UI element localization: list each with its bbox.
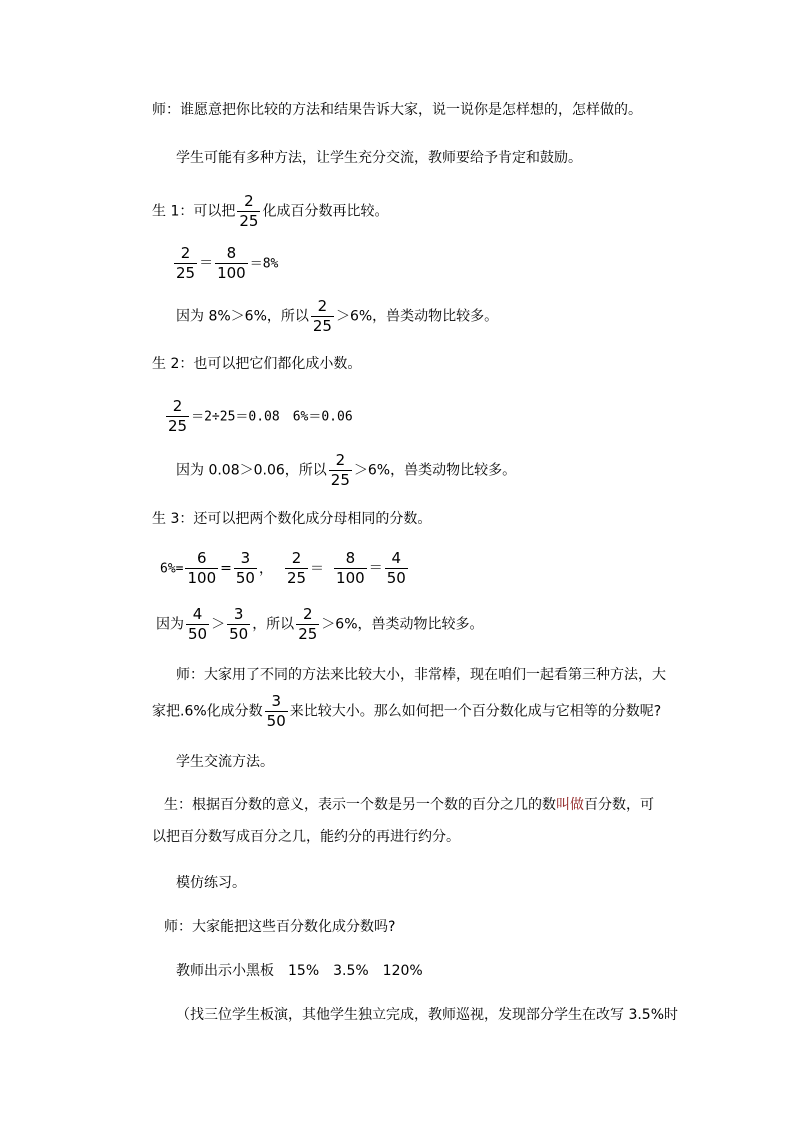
denominator: 50 [386, 569, 406, 587]
fraction [215, 245, 248, 282]
numerator: 3 [271, 692, 281, 710]
teacher-question: 师：谁愿意把你比较的方法和结果告诉大家，说一说你是怎样想的，怎样做的。 [152, 102, 642, 118]
separator: ， [258, 560, 273, 577]
conclusion-2 [176, 452, 516, 489]
text: 百分数，可 [584, 797, 654, 813]
student-definition-continued: 以把百分数写成百分之几，能约分的再进行约分。 [152, 829, 460, 845]
student3-statement: 生 3：还可以把两个数化成分母相同的分数。 [152, 511, 432, 527]
board-work-note: （找三位学生板演，其他学生独立完成，教师巡视，发现部分学生在改写 3.5%时 [176, 1007, 679, 1023]
denominator: 100 [187, 569, 217, 587]
numerator: 8 [345, 549, 356, 567]
text: 因为 8%＞6%，所以 [176, 308, 309, 325]
imitation-practice: 模仿练习。 [176, 875, 246, 891]
equation-decimal [164, 398, 353, 435]
text: 生 1：可以把 [152, 203, 236, 220]
greater-than: ＞ [211, 616, 226, 633]
text: 来比较大小。那么如何把一个百分数化成与它相等的分数呢? [289, 703, 662, 720]
denominator: 25 [330, 471, 350, 489]
text: ＝2÷25＝0.08 6%＝0.06 [191, 409, 353, 425]
teacher-praise: 师：大家用了不同的方法来比较大小，非常棒，现在咱们一起看第三种方法，大 [176, 667, 666, 683]
denominator: 25 [286, 569, 307, 587]
text: ，所以 [252, 616, 295, 633]
denominator: 25 [168, 417, 188, 435]
numerator: 2 [244, 192, 254, 210]
numerator: 4 [391, 549, 401, 567]
conclusion-3 [156, 606, 484, 643]
text: 化成百分数再比较。 [262, 203, 389, 220]
text: 生：根据百分数的意义，表示一个数是另一个数的百分之几的数 [164, 797, 556, 813]
denominator: 100 [217, 264, 246, 282]
denominator: 25 [239, 212, 259, 230]
text: 家把.6%化成分数 [152, 703, 263, 720]
denominator: 50 [266, 712, 286, 730]
denominator: 100 [336, 569, 365, 587]
equals: ＝ [368, 560, 383, 577]
numerator: 3 [233, 605, 244, 623]
text: ＞6%，兽类动物比较多。 [335, 308, 499, 325]
numerator: 3 [240, 549, 251, 567]
numerator: 6 [197, 549, 207, 567]
numerator: 2 [291, 549, 302, 567]
conclusion-1 [176, 298, 498, 335]
numerator: 8 [226, 244, 237, 262]
fraction [385, 550, 408, 587]
fraction [186, 606, 209, 643]
fraction [334, 550, 367, 587]
note-student-methods: 学生可能有多种方法，让学生充分交流，教师要给予肯定和鼓励。 [176, 150, 582, 166]
text: ＞6%，兽类动物比较多。 [321, 616, 484, 633]
equation-common-denominator [160, 550, 410, 587]
fraction [166, 398, 189, 435]
text: 6%= [160, 561, 184, 577]
fraction [237, 193, 260, 230]
student-definition [164, 795, 654, 815]
denominator: 25 [312, 317, 332, 335]
blackboard-examples: 教师出示小黑板 15% 3.5% 120% [176, 963, 423, 979]
numerator: 2 [335, 451, 346, 469]
numerator: 2 [180, 244, 191, 262]
student1-statement [152, 193, 388, 230]
fraction [311, 298, 334, 335]
numerator: 2 [172, 397, 183, 415]
fraction [296, 606, 319, 643]
fraction [185, 550, 218, 587]
fraction [265, 693, 288, 730]
teacher-question-2: 师：大家能把这些百分数化成分数吗? [164, 919, 396, 935]
numerator: 2 [317, 297, 328, 315]
highlighted-text: 叫做 [556, 797, 584, 813]
text: 因为 [156, 616, 184, 633]
fraction [234, 550, 257, 587]
student-exchange: 学生交流方法。 [176, 754, 274, 770]
denominator: 50 [229, 625, 249, 643]
fraction [227, 606, 250, 643]
equation-percent [172, 245, 278, 282]
text: 因为 0.08＞0.06，所以 [176, 462, 327, 479]
denominator: 50 [235, 569, 255, 587]
teacher-praise-continued [152, 693, 661, 730]
fraction [285, 550, 308, 587]
fraction [329, 452, 352, 489]
equals: ＝ [199, 255, 214, 272]
denominator: 50 [188, 625, 208, 643]
denominator: 25 [176, 264, 196, 282]
equals: ＝ [310, 560, 325, 577]
text: ＞6%，兽类动物比较多。 [353, 462, 517, 479]
fraction [174, 245, 197, 282]
student2-statement: 生 2：也可以把它们都化成小数。 [152, 356, 362, 372]
text: ＝8% [249, 256, 279, 272]
equals: = [220, 560, 232, 577]
numerator: 4 [192, 605, 203, 623]
numerator: 2 [302, 605, 313, 623]
denominator: 25 [298, 625, 318, 643]
